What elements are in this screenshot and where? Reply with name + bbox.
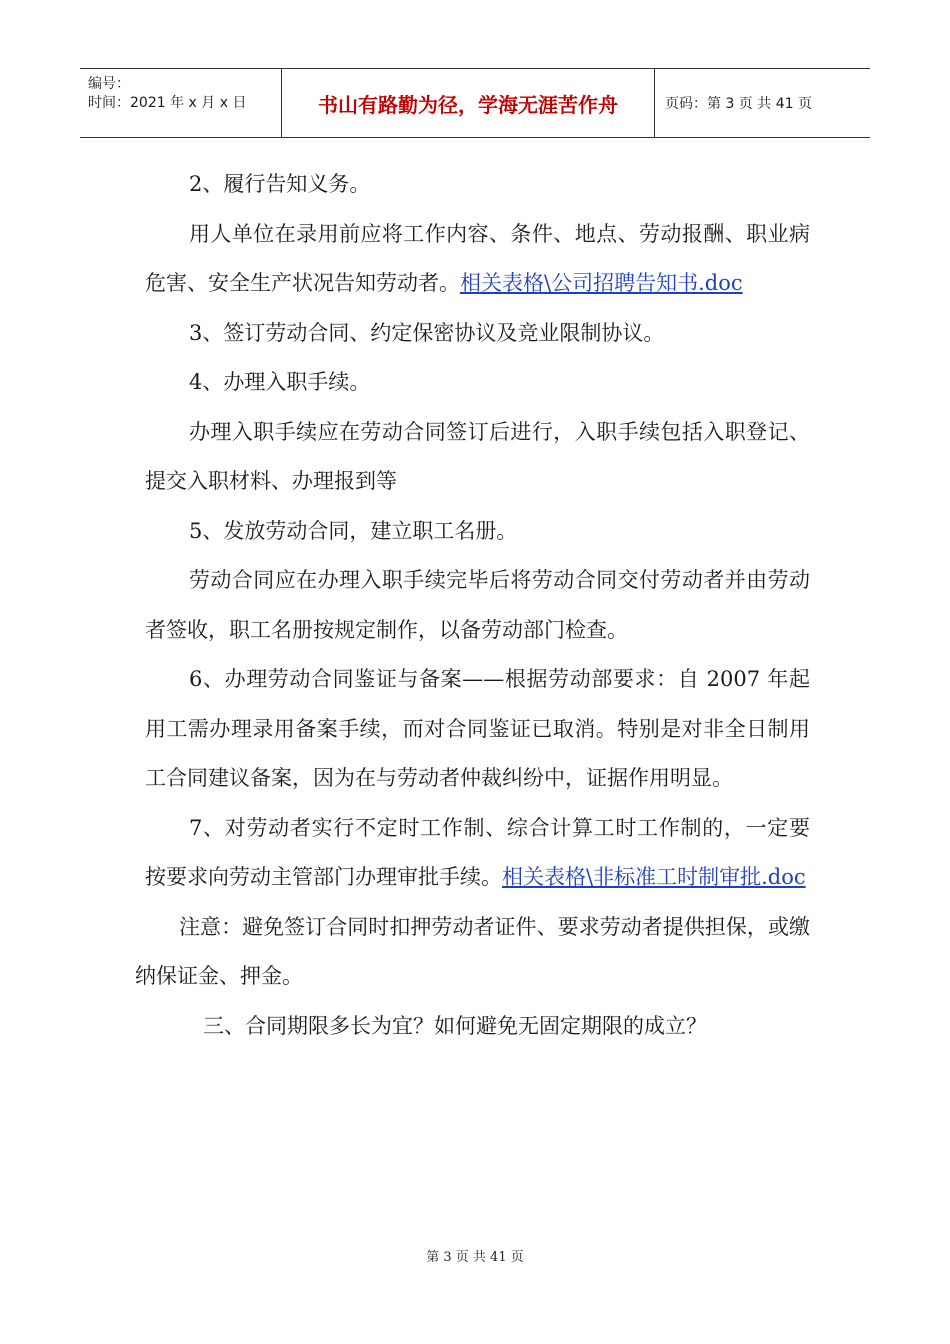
header-meta [80, 69, 282, 137]
paragraph-5: 办理入职手续应在劳动合同签订后进行，入职手续包括入职登记、提交入职材料、办理报到等 [145, 419, 810, 493]
paragraph-3: 3、签订劳动合同、约定保密协议及竞业限制协议。 [189, 320, 665, 345]
number-label: 编号： [88, 76, 130, 92]
page-footer: 第 3 页 共 41 页 [426, 1250, 524, 1265]
paragraph-7: 劳动合同应在办理入职手续完毕后将劳动合同交付劳动者并由劳动者签收，职工名册按规定制作，以备劳动部门检查。 [145, 568, 810, 642]
paragraph-4: 4、办理入职手续。 [189, 370, 371, 394]
section-heading: 三、合同期限多长为宜？如何避免无固定期限的成立？ [203, 1013, 707, 1038]
header-page-info: 页码：第 3 页 共 41 页 [665, 96, 812, 112]
date-label: 时间：2021 年 x 月 x 日 [88, 95, 247, 111]
header-motto: 书山有路勤为径，学海无涯苦作舟 [282, 69, 655, 137]
nonstandard-hours-link[interactable]: 相关表格\非标准工时制审批.doc [502, 865, 806, 889]
paragraph-9-text: 7、对劳动者实行不定时工作制、综合计算工时工作制的，一定要按要求向劳动主管部门办理审批手续。 [145, 815, 810, 889]
paragraph-2-text: 用人单位在录用前应将工作内容、条件、地点、劳动报酬、职业病危害、安全生产状况告知劳动者。 [145, 221, 810, 295]
document-body [135, 160, 810, 1051]
page-header [80, 68, 870, 138]
paragraph-1: 2、履行告知义务。 [189, 172, 371, 196]
paragraph-2 [145, 210, 810, 309]
paragraph-9 [145, 804, 810, 903]
recruitment-notice-link[interactable]: 相关表格\公司招聘告知书.doc [460, 271, 743, 295]
paragraph-8: 6、办理劳动合同鉴证与备案——根据劳动部要求：自 2007 年起用工需办理录用备案手续，而对合同鉴证已取消。特别是对非全日制用工合同建议备案，因为在与劳动者仲裁纠纷中，证据作用明显。 [145, 667, 810, 790]
paragraph-6: 5、发放劳动合同，建立职工名册。 [189, 518, 518, 543]
note-paragraph: 注意：避免签订合同时扣押劳动者证件、要求劳动者提供担保，或缴纳保证金、押金。 [135, 914, 810, 988]
